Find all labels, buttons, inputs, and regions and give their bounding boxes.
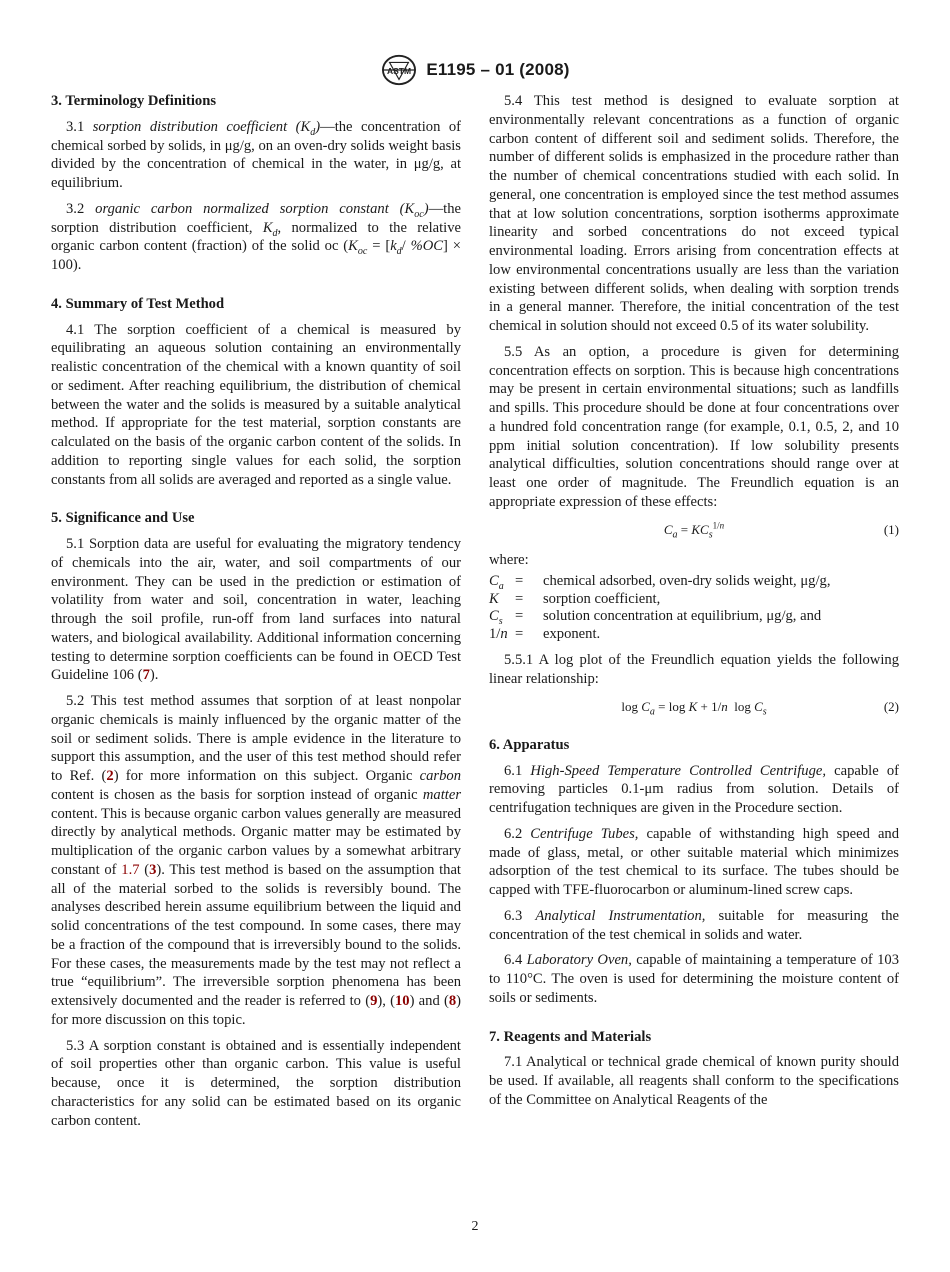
paragraph-7-1: 7.1 Analytical or technical grade chemical of known purity should be used. If available, all reagents shall conform to the specifications of the Committee on Analytical Reagents of the [489,1054,899,1108]
paragraph-5-5: 5.5 As an option, a procedure is given for determining concentration effects on sorption. This is because high concentrations may be present in certain environmental situations; such as landfills and spills. This procedure should be done at four concentrations over a hundred fold concentration range (for example, 0.1, 0.5, 2, and 10 ppm initial solution concentration). If low solubility presents analytical difficulties, solution concentrations should range over at least one order of magnitude. The Freundlich equation is an appropriate expression of these effects: [489,343,899,510]
paragraph-4-1: 4.1 The sorption coefficient of a chemical is measured by equilibrating an aqueous solution containing an environmentally realistic concentration of the chemical with a known quantity of soil or sediment. After reaching equilibrium, the distribution of chemical between the water and the solids is measured by a suitable analytical method. If appropriate for the test material, sorption constants are calculated on the basis of the organic carbon content of the solids. In addition to reporting single values for each solid, the sorption constants from all solids are averaged and reported as a single value. [51,321,461,488]
section-5-heading: 5. Significance and Use [51,510,195,527]
variable-definitions [489,573,899,643]
astm-logo-icon [380,53,418,87]
reference-link-3[interactable]: 3 [149,861,157,878]
freundlich-equation: $C_a = KC_s^{1/n}$ [663,520,725,541]
section-3-heading: 3. Terminology Definitions [51,93,217,109]
paragraph-5-2: 5.2 This test method assumes that sorption of at least nonpolar organic chemicals is mainly influenced by the organic matter of the soil or sediment solids. There is ample evidence in the literature to support this assumption, and the user of this test method should refer to Ref. (2) for more information on this subject. Organic carbon content is chosen as the basis for sorption instead of organic matter content. This is because organic carbon values generally are measured directly by analytical methods. Organic matter may be estimated by multiplication of the organic carbon values by a somewhat arbitrary constant of 1.7 (3). This test method is based on the assumption that all of the material sorbed to the solids is reversibly bound. The analyses described herein assume equilibrium between the liquid and solid concentrations of the test compound. In some cases, there may be a fraction of the compound that is irreversibly bound to the solids. For these cases, the measurements made by the test may not reflect a true “equilibrium”. The irreversible sorption phenomena has been extensively documented and the reader is referred to (9), (10) and (8) for more discussion on this topic. [51,693,461,1028]
paragraph-5-3: 5.3 A sorption constant is obtained and is essentially independent of soil properties other than organic carbon. This value is useful because, once it is determined, the sorption distribution characteristics for any solid can be estimated based on its organic carbon content. [51,1037,461,1129]
paragraph-5-1: 5.1 Sorption data are useful for evaluating the migratory tendency of chemicals into the air, water, and soil compartments of our environment. They can be used in the prediction or estimation of volatility from water and soil, concentration in water, leaching through the soil profile, run-off from land surfaces into natural waters, and biological availability. Additional information concerning testing to determine sorption coefficients can be found in OECD Test Guideline 106 (7). [51,536,461,684]
paragraph-3-2: 3.2 organic carbon normalized sorption constant $(K_{oc})—the$ sorption distribution coefficient, $K_d$, normalized to the relative organic carbon content (fraction) of the solid oc ($K_{oc} = [k_d/$ %OC] × 100). [51,200,462,273]
definition-row: $C_a$ = chemical adsorbed, oven-dry solids weight, μg/g, [489,573,831,593]
document-designation: E1195 – 01 (2008) [426,60,570,79]
symbol-ca: $C_a$ [489,573,504,593]
value-link-1-7[interactable]: 1.7 [121,861,140,878]
equation-2 [489,696,899,718]
right-column [489,92,899,1117]
svg-text:ASTM: ASTM [387,65,412,76]
paragraph-6-1: 6.1 High-Speed Temperature Controlled Centrifuge, capable of removing particles 0.1-μm radius from solution. Details of centrifugation techniques are given in the Procedure section. [489,762,900,816]
reference-link-8[interactable]: 8 [448,993,457,1009]
where-label: where: [489,551,529,568]
paragraph-6-3: 6.3 Analytical Instrumentation, suitable for measuring the concentration of the test chemical in solids and water. [489,907,900,943]
paragraph-5-4: 5.4 This test method is designed to evaluate sorption at environmentally relevant concentrations as a function of organic carbon content of different soil and sediment solids. Therefore, the number of different solids is emphasized in the procedure rather than the number of chemical concentrations studied with each solid. In general, one concentration is employed since the test method assumes that at low solution concentrations, sorption isotherms approximate linearity and sorbed concentrations do not exceed typical environmental loading. Errors arising from concentration effects at low environmental concentrations usually are less than the variation existing between different solids, when dealing with sorption trends in a general manner. Therefore, the initial concentration of the test chemical in solution should not exceed 0.5 of its water solubility. [489,93,899,334]
section-7-heading: 7. Reagents and Materials [489,1028,652,1045]
paragraph-6-2: 6.2 Centrifuge Tubes, capable of withstanding high speed and made of glass, metal, or other suitable material which minimizes adsorption of the test chemical to its surface. The tubes should be capped with TFE-fluorocarbon or aluminum-lined screw caps. [489,825,900,898]
definition-row: K = sorption coefficient, [489,590,661,607]
definition-row: 1/n = exponent. [489,625,601,642]
paragraph-6-4: 6.4 Laboratory Oven, capable of maintaining a temperature of 103 to 110°C. The oven is used for determining the moisture content of soils or sediments. [489,952,899,1006]
page-number: 2 [471,1219,479,1234]
symbol-cs: $C_s$ [489,608,503,628]
section-4-heading: 4. Summary of Test Method [51,295,225,312]
log-linear-equation: $\log C_a = \log K + 1/n$ $\log C_s$ [621,698,767,718]
reference-link-7[interactable]: 7 [142,667,150,684]
symbol-1-over-n: 1/n [489,625,508,642]
equation-2-number: (2) [883,698,899,714]
paragraph-5-5-1: 5.5.1 A log plot of the Freundlich equation yields the following linear relationship: [489,652,899,687]
equation-1 [489,519,899,541]
definition-row: $C_s$ = solution concentration at equilibrium, μg/g, and [489,608,822,628]
left-column [51,92,461,1137]
reference-link-2[interactable]: 2 [106,768,114,784]
page-header [0,53,950,87]
reference-link-10[interactable]: 10 [394,993,410,1009]
section-6-heading: 6. Apparatus [489,736,570,753]
reference-link-9[interactable]: 9 [370,993,378,1009]
symbol-k: K [489,590,499,607]
paragraph-3-1: 3.1 sorption distribution coefficient $(K_d)—the$ concentration of chemical sorbed by solids, in μg/g, on an oven-dry solids weight basis divided by the concentration of chemical in the water, in μg/g, at equilibrium. [51,118,462,191]
equation-1-number: (1) [883,521,899,537]
